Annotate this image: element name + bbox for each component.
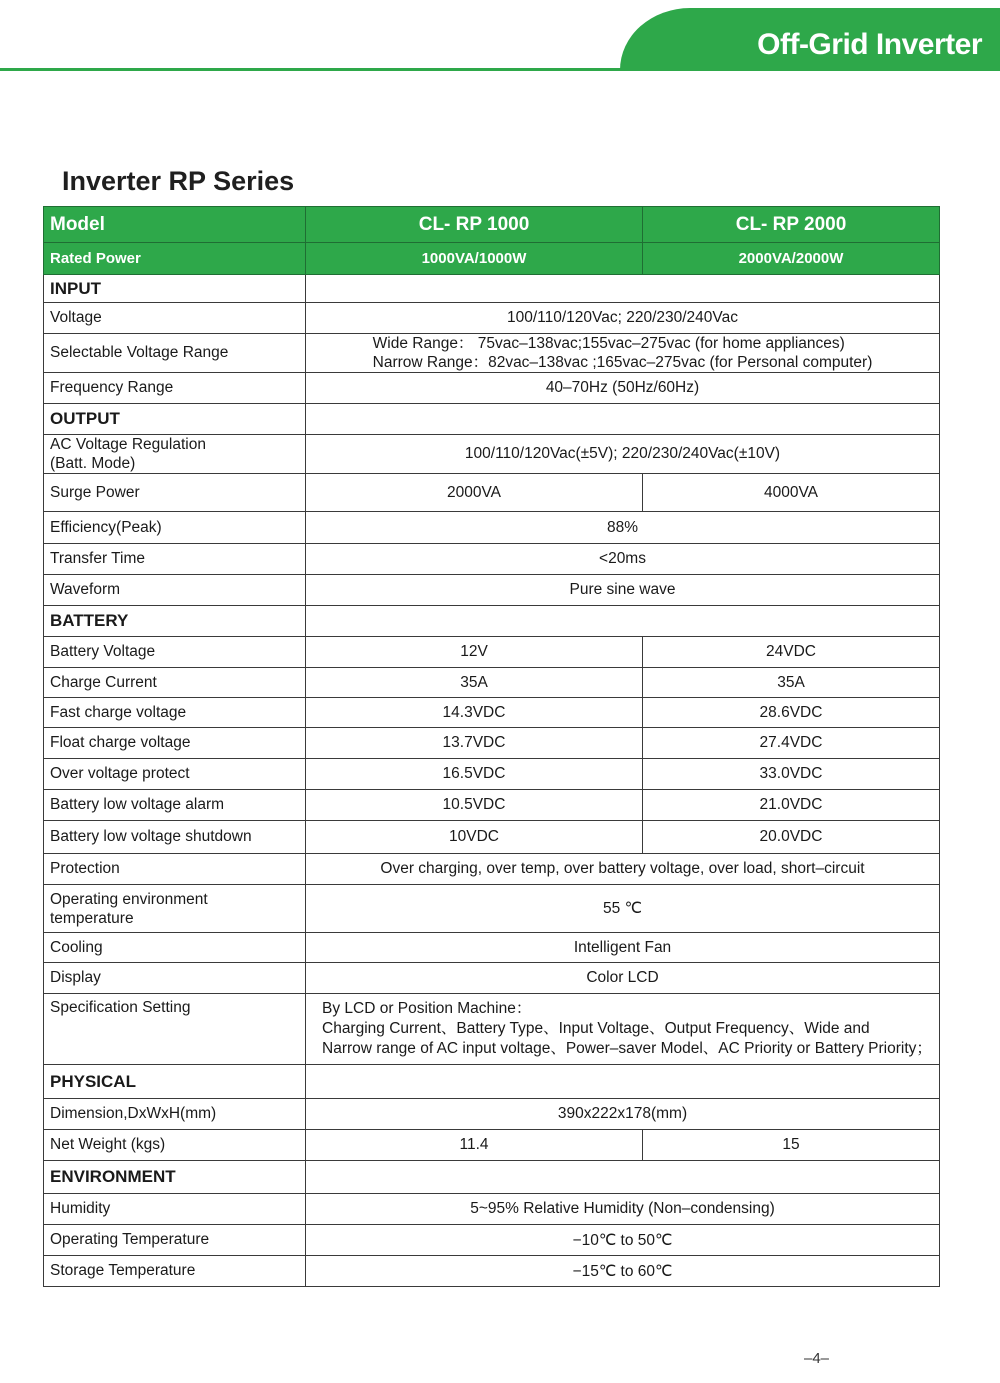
- battery-row-value-1: 10.5VDC: [306, 790, 643, 821]
- table-row: [44, 698, 940, 728]
- weight-1: 11.4: [306, 1130, 643, 1161]
- protection-value: Over charging, over temp, over battery voltage, over load, short–circuit: [306, 854, 940, 885]
- openv-value: 55 ℃: [306, 885, 940, 933]
- spec-value: By LCD or Position Machine： Charging Current、Battery Type、Input Voltage、Output Frequency、Wide and Narrow range of AC input voltage、Power–saver Model、AC Priority or Battery Priority；: [306, 994, 940, 1065]
- battery-row-value-1: 14.3VDC: [306, 698, 643, 728]
- page-number: –4–: [804, 1350, 830, 1367]
- rated-2: 2000VA/2000W: [643, 243, 940, 275]
- header-title: Off-Grid Inverter: [757, 28, 982, 61]
- battery-row-value-1: 35A: [306, 668, 643, 698]
- table-row: [44, 821, 940, 854]
- table-row: [44, 668, 940, 698]
- header-divider: [0, 68, 1000, 71]
- table-row: [44, 373, 940, 404]
- table-row: [44, 575, 940, 606]
- display-label: Display: [44, 963, 306, 994]
- battery-row-value-1: 10VDC: [306, 821, 643, 854]
- humidity-label: Humidity: [44, 1194, 306, 1225]
- battery-row-value-1: 13.7VDC: [306, 728, 643, 759]
- battery-row-value-2: 21.0VDC: [643, 790, 940, 821]
- section-row-output: [44, 404, 940, 435]
- eff-label: Efficiency(Peak): [44, 512, 306, 544]
- table-row: [44, 994, 940, 1065]
- table-row: [44, 435, 940, 474]
- model-label: Model: [44, 207, 306, 243]
- dim-label: Dimension,DxWxH(mm): [44, 1099, 306, 1130]
- display-value: Color LCD: [306, 963, 940, 994]
- battery-row-value-2: 33.0VDC: [643, 759, 940, 790]
- header-banner: [620, 8, 1000, 70]
- optemp-label: Operating Temperature: [44, 1225, 306, 1256]
- table-row: [44, 544, 940, 575]
- surge-2: 4000VA: [643, 474, 940, 512]
- table-row: [44, 728, 940, 759]
- battery-row-label: Battery low voltage shutdown: [44, 821, 306, 854]
- freq-label: Frequency Range: [44, 373, 306, 404]
- table-row: [44, 1256, 940, 1287]
- table-row: [44, 885, 940, 933]
- transfer-value: <20ms: [306, 544, 940, 575]
- model-2: CL- RP 2000: [643, 207, 940, 243]
- battery-row-value-1: 16.5VDC: [306, 759, 643, 790]
- table-row: [44, 474, 940, 512]
- section-input: INPUT: [44, 275, 306, 303]
- optemp-value: −10℃ to 50℃: [306, 1225, 940, 1256]
- acreg-label: AC Voltage Regulation (Batt. Mode): [44, 435, 306, 474]
- battery-row-label: Charge Current: [44, 668, 306, 698]
- weight-label: Net Weight (kgs): [44, 1130, 306, 1161]
- table-row: [44, 1130, 940, 1161]
- wave-value: Pure sine wave: [306, 575, 940, 606]
- battery-row-label: Fast charge voltage: [44, 698, 306, 728]
- table-row: [44, 1225, 940, 1256]
- protection-label: Protection: [44, 854, 306, 885]
- battery-row-value-2: 27.4VDC: [643, 728, 940, 759]
- table-row: [44, 303, 940, 334]
- table-row: [44, 759, 940, 790]
- battery-row-value-2: 20.0VDC: [643, 821, 940, 854]
- section-battery: BATTERY: [44, 606, 306, 637]
- openv-label: Operating environment temperature: [44, 885, 306, 933]
- table-row: [44, 334, 940, 373]
- section-row-input: [44, 275, 940, 303]
- weight-2: 15: [643, 1130, 940, 1161]
- table-row: [44, 637, 940, 668]
- section-row-battery: [44, 606, 940, 637]
- section-output: OUTPUT: [44, 404, 306, 435]
- range-narrow: Narrow Range：82vac–138vac ;165vac–275vac (for Personal computer): [372, 354, 873, 371]
- range-label: Selectable Voltage Range: [44, 334, 306, 373]
- battery-row-value-2: 28.6VDC: [643, 698, 940, 728]
- range-wide: Wide Range： 75vac–138vac;155vac–275vac (for home appliances): [372, 335, 845, 352]
- model-1: CL- RP 1000: [306, 207, 643, 243]
- spec-table: [43, 206, 940, 1287]
- transfer-label: Transfer Time: [44, 544, 306, 575]
- wave-label: Waveform: [44, 575, 306, 606]
- dim-value: 390x222x178(mm): [306, 1099, 940, 1130]
- section-physical: PHYSICAL: [44, 1065, 306, 1099]
- battery-row-label: Float charge voltage: [44, 728, 306, 759]
- surge-1: 2000VA: [306, 474, 643, 512]
- acreg-value: 100/110/120Vac(±5V); 220/230/240Vac(±10V): [306, 435, 940, 474]
- range-value: [306, 334, 940, 373]
- cooling-value: Intelligent Fan: [306, 933, 940, 963]
- battery-row-label: Battery Voltage: [44, 637, 306, 668]
- table-row: [44, 933, 940, 963]
- rated-label: Rated Power: [44, 243, 306, 275]
- battery-row-label: Over voltage protect: [44, 759, 306, 790]
- freq-value: 40–70Hz (50Hz/60Hz): [306, 373, 940, 404]
- table-row: [44, 1099, 940, 1130]
- battery-row-value-2: 35A: [643, 668, 940, 698]
- table-row-rated-power: [44, 243, 940, 275]
- eff-value: 88%: [306, 512, 940, 544]
- table-row-model: [44, 207, 940, 243]
- section-row-environment: [44, 1161, 940, 1194]
- table-row: [44, 790, 940, 821]
- sttemp-value: −15℃ to 60℃: [306, 1256, 940, 1287]
- humidity-value: 5~95% Relative Humidity (Non–condensing): [306, 1194, 940, 1225]
- rated-1: 1000VA/1000W: [306, 243, 643, 275]
- table-row: [44, 512, 940, 544]
- voltage-value: 100/110/120Vac; 220/230/240Vac: [306, 303, 940, 334]
- page-title: Inverter RP Series: [62, 166, 295, 196]
- surge-label: Surge Power: [44, 474, 306, 512]
- voltage-label: Voltage: [44, 303, 306, 334]
- cooling-label: Cooling: [44, 933, 306, 963]
- battery-row-value-2: 24VDC: [643, 637, 940, 668]
- table-row: [44, 1194, 940, 1225]
- spec-label: Specification Setting: [44, 994, 306, 1065]
- battery-row-label: Battery low voltage alarm: [44, 790, 306, 821]
- section-row-physical: [44, 1065, 940, 1099]
- table-row: [44, 963, 940, 994]
- section-environment: ENVIRONMENT: [44, 1161, 306, 1194]
- battery-row-value-1: 12V: [306, 637, 643, 668]
- sttemp-label: Storage Temperature: [44, 1256, 306, 1287]
- table-row: [44, 854, 940, 885]
